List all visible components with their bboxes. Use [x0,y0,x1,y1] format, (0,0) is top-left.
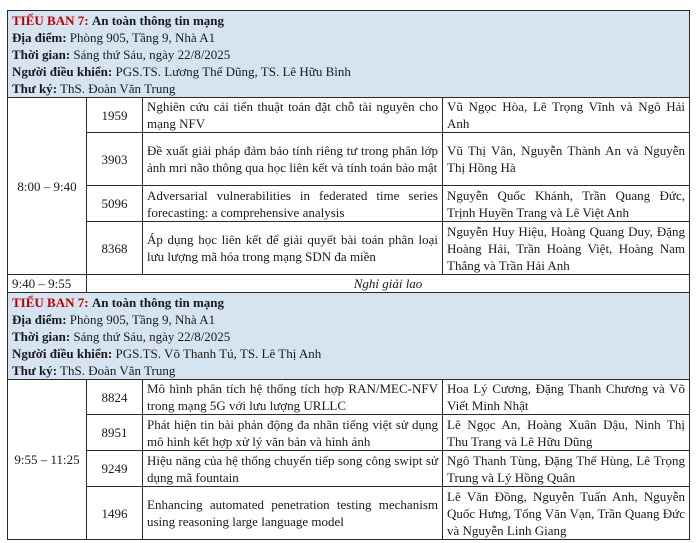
paper-id: 1496 [87,487,143,540]
session-secretary: Thư ký: ThS. Đoàn Văn Trung [12,362,176,378]
table-row [8,222,690,275]
paper-authors: Nguyễn Huy Hiệu, Hoàng Quang Duy, Đặng Hoàng Hải, Trần Hoàng Việt, Hoàng Nam Thắng và Trần Hải Anh [443,222,690,275]
time-slot: 9:55 – 11:25 [8,380,87,540]
break-label: Nghỉ giải lao [87,275,690,293]
session-location: Địa điểm: Phòng 905, Tầng 9, Nhà A1 [12,311,216,327]
paper-authors: Vũ Thị Vân, Nguyễn Thành An và Nguyễn Thị Hồng Hà [443,133,690,186]
table-row [8,487,690,540]
session-location: Địa điểm: Phòng 905, Tầng 9, Nhà A1 [12,29,216,45]
table-row [8,380,690,415]
paper-title: Áp dụng học liên kết để giải quyết bài toán phân loại lưu lượng mã hóa trong mạng SDN đa miền [143,222,443,275]
session-chair: Người điều khiển: PGS.TS. Lương Thế Dũng, TS. Lê Hữu Bình [12,63,351,79]
table-row [8,98,690,133]
paper-title: Phát hiện tin bài phản động đa nhãn tiếng việt sử dụng mô hình kết hợp xử lý văn bản và hình ảnh [143,415,443,451]
paper-id: 3903 [87,133,143,186]
session-title: TIỂU BAN 7: An toàn thông tin mạng [12,294,225,310]
paper-authors: Vũ Ngọc Hòa, Lê Trọng Vĩnh và Ngô Hải Anh [443,98,690,133]
time-slot: 8:00 – 9:40 [8,98,87,275]
table-row [8,415,690,451]
table-row [8,451,690,487]
paper-authors: Ngô Thanh Tùng, Đặng Thế Hùng, Lê Trọng Trung và Lý Hồng Quân [443,451,690,487]
paper-title: Nghiên cứu cải tiến thuật toán đặt chỗ tài nguyên cho mạng NFV [143,98,443,133]
paper-authors: Lê Ngọc An, Hoàng Xuân Dậu, Ninh Thị Thu Trang và Lê Hữu Dũng [443,415,690,451]
break-time: 9:40 – 9:55 [8,275,87,293]
paper-title: Hiệu năng của hệ thống chuyển tiếp song công swipt sử dụng mã fountain [143,451,443,487]
paper-title: Đề xuất giải pháp đảm bảo tính riêng tư trong phân lớp ảnh mri não thông qua học liên kết và tính toán bảo mật [143,133,443,186]
paper-id: 8951 [87,415,143,451]
paper-authors: Nguyễn Quốc Khánh, Trần Quang Đức, Trịnh Huyền Trang và Lê Việt Anh [443,186,690,222]
break-row [8,275,690,293]
session-title: TIỂU BAN 7: An toàn thông tin mạng [12,12,225,28]
paper-id: 5096 [87,186,143,222]
paper-authors: Hoa Lý Cương, Đặng Thanh Chương và Võ Viết Minh Nhật [443,380,690,415]
session-header [8,11,690,98]
table-row [8,133,690,186]
paper-title: Adversarial vulnerabilities in federated time series forecasting: a comprehensive analysis [143,186,443,222]
session-header-row [8,11,690,98]
paper-title: Mô hình phân tích hệ thống tích hợp RAN/MEC-NFV trong mạng 5G với lưu lượng URLLC [143,380,443,415]
paper-id: 1959 [87,98,143,133]
session-secretary: Thư ký: ThS. Đoàn Văn Trung [12,80,176,96]
session-time: Thời gian: Sáng thứ Sáu, ngày 22/8/2025 [12,328,231,344]
paper-authors: Lê Văn Đồng, Nguyễn Tuấn Anh, Nguyễn Quốc Hưng, Tống Văn Vạn, Trần Quang Đức và Nguyễn Linh Giang [443,487,690,540]
session-chair: Người điều khiển: PGS.TS. Võ Thanh Tú, TS. Lê Thị Anh [12,345,322,361]
paper-id: 8368 [87,222,143,275]
paper-id: 9249 [87,451,143,487]
session-time: Thời gian: Sáng thứ Sáu, ngày 22/8/2025 [12,46,231,62]
schedule-table [7,10,690,540]
paper-title: Enhancing automated penetration testing mechanism using reasoning large language model [143,487,443,540]
paper-id: 8824 [87,380,143,415]
session-header-row [8,293,690,380]
table-row [8,186,690,222]
session-header [8,293,690,380]
